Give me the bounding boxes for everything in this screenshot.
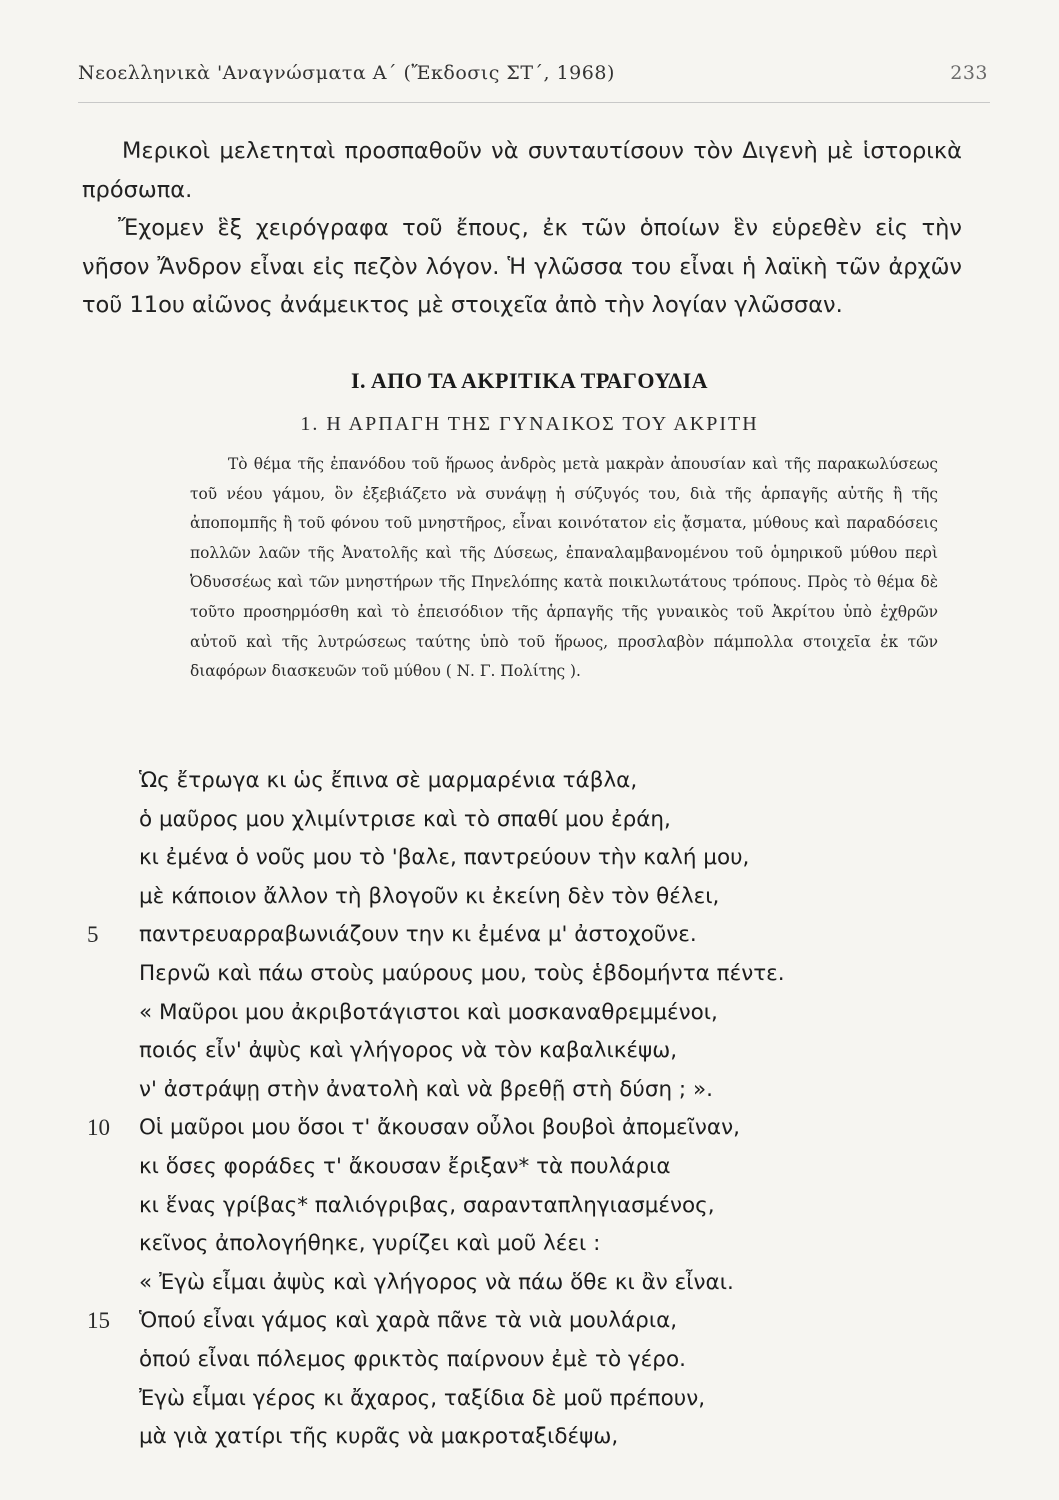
verse-text: Οἱ μαῦροι μου ὅσοι τ' ἄκουσαν οὖλοι βουβοὶ ἀπομεῖναν, (139, 1115, 740, 1141)
verse-text: κεῖνος ἀπολογήθηκε, γυρίζει καὶ μοῦ λέει : (139, 1231, 601, 1257)
poem-line (0, 839, 1059, 878)
verse-text: Ὡς ἔτρωγα κι ὡς ἔπινα σὲ μαρμαρένια τάβλα, (139, 768, 638, 793)
poem-line (0, 878, 1059, 917)
poem-line (0, 1148, 1059, 1187)
poem-line (0, 1109, 1059, 1148)
verse-text: ὁ μαῦρος μου χλιμίντρισε καὶ τὸ σπαθί μου ἐράη, (139, 806, 671, 832)
poem-line (0, 1032, 1059, 1071)
poem-line (0, 762, 1059, 801)
poem-line (0, 1341, 1059, 1380)
verse-text: κι ἕνας γρίβας* παλιόγριβας, σαρανταπληγιασμένος, (139, 1192, 715, 1218)
verse-text: Ἐγὼ εἶμαι γέρος κι ἄχαρος, ταξίδια δὲ μοῦ πρέπουν, (139, 1385, 706, 1411)
verse-text: ὁπού εἶναι πόλεμος φρικτὸς παίρνουν ἐμὲ τὸ γέρο. (139, 1346, 686, 1372)
verse-text: Ὁπού εἶναι γάμος καὶ χαρὰ πᾶνε τὰ νιὰ μουλάρια, (139, 1308, 678, 1334)
poem-line (0, 994, 1059, 1033)
poem-line (0, 916, 1059, 955)
poem-line (0, 1225, 1059, 1264)
poem-line (0, 1380, 1059, 1419)
verse-text: ν' ἀστράψῃ στὴν ἀνατολὴ καὶ νὰ βρεθῇ στὴ δύση ; ». (139, 1076, 713, 1102)
running-header (78, 62, 988, 84)
subsection-title: 1. Η ΑΡΠΑΓΗ ΤΗΣ ΓΥΝΑΙΚΟΣ ΤΟΥ ΑΚΡΙΤΗ (300, 413, 759, 435)
poem-line (0, 1187, 1059, 1226)
verse-text: « Ἐγὼ εἶμαι ἀψὺς καὶ γλήγορος νὰ πάω ὅθε κι ἂν εἶναι. (139, 1269, 734, 1295)
verse-text: κι ὅσες φοράδες τ' ἄκουσαν ἔριξαν* τὰ πουλάρια (139, 1153, 671, 1179)
verse-text: παντρευαρραβωνιάζουν την κι ἐμένα μ' ἀστοχοῦνε. (139, 922, 697, 948)
poem-line (0, 1302, 1059, 1341)
commentary-note (190, 450, 938, 687)
verse-text: μὰ γιὰ χατίρι τῆς κυρᾶς νὰ μακροταξιδέψω, (139, 1424, 619, 1450)
verse-text: ποιός εἶν' ἀψὺς καὶ γλήγορος νὰ τὸν καβαλικέψω, (139, 1038, 678, 1064)
poem-line (0, 801, 1059, 840)
commentary-text: Τὸ θέμα τῆς ἐπανόδου τοῦ ἥρωος ἀνδρὸς μετὰ μακρὰν ἀπουσίαν καὶ τῆς παρακωλύσεως τοῦ νέου γάμου, ὃν ἐξεβιάζετο νὰ συνάψῃ ἡ σύζυγός του, διὰ τῆς ἁρπαγῆς αὐτῆς ἢ τῆς ἀποπομπῆς ἢ τοῦ φόνου τοῦ μνηστῆρος, εἶναι κοινότατον εἰς ᾄσματα, μύθους καὶ παραδόσεις πολλῶν λαῶν τῆς Ἀνατολῆς καὶ τῆς Δύσεως, ἐπαναλαμβανομένου τοῦ ὁμηρικοῦ μύθου περὶ Ὀδυσσέως καὶ τῶν μνηστήρων τῆς Πηνελόπης κατὰ ποικιλωτάτους τρόπους. Πρὸς τὸ θέμα δὲ τοῦτο προσηρμόσθη καὶ τὸ ἐπεισόδιον τῆς ἁρπαγῆς τῆς γυναικὸς τοῦ Ἀκρίτου ὑπὸ ἐχθρῶν αὐτοῦ καὶ τῆς λυτρώσεως ταύτης ὑπὸ τοῦ ἥρωος, προσλαβὸν πάμπολλα στοιχεῖα ἐκ τῶν διαφόρων διασκευῶν τοῦ μύθου ( Ν. Γ. Πολίτης ). (190, 455, 938, 681)
verse-text: Περνῶ καὶ πάω στοὺς μαύρους μου, τοὺς ἑβδομήντα πέντε. (139, 960, 785, 986)
poem-line (0, 1418, 1059, 1457)
verse-text: μὲ κάποιον ἄλλον τὴ βλογοῦν κι ἐκείνη δὲν τὸν θέλει, (139, 883, 720, 909)
header-divider (78, 102, 990, 103)
section-title: Ι. ΑΠΟ ΤΑ ΑΚΡΙΤΙΚΑ ΤΡΑΓΟΥΔΙΑ (350, 368, 709, 393)
intro-text (82, 132, 962, 325)
poem (0, 762, 1059, 1457)
page-number: 233 (950, 62, 988, 84)
poem-line (0, 955, 1059, 994)
line-number: 5 (87, 922, 99, 948)
verse-text: κι ἐμένα ὁ νοῦς μου τὸ 'βαλε, παντρεύουν τὴν καλή μου, (139, 845, 750, 871)
line-number: 10 (87, 1115, 110, 1141)
intro-paragraph-1: Μερικοὶ μελετηταὶ προσπαθοῦν νὰ συνταυτίσουν τὸν Διγενὴ μὲ ἱστορικὰ πρόσωπα. (82, 138, 962, 203)
intro-paragraph-2: Ἔχομεν ἓξ χειρόγραφα τοῦ ἔπους, ἐκ τῶν ὁποίων ἓν εὑρεθὲν εἰς τὴν νῆσον Ἄνδρον εἶναι εἰς πεζὸν λόγον. Ἡ γλῶσσα του εἶναι ἡ λαϊκὴ τῶν ἀρχῶν τοῦ 11ου αἰῶνος ἀνάμεικτος μὲ στοιχεῖα ἀπὸ τὴν λογίαν γλῶσσαν. (82, 215, 962, 318)
running-title: Νεοελληνικὰ 'Αναγνώσματα Α΄ (Ἔκδοσις ΣΤ΄, 1968) (78, 62, 615, 84)
poem-line (0, 1264, 1059, 1303)
poem-line (0, 1071, 1059, 1110)
verse-text: « Μαῦροι μου ἀκριβοτάγιστοι καὶ μοσκαναθρεμμένοι, (139, 999, 718, 1025)
line-number: 15 (87, 1308, 110, 1334)
